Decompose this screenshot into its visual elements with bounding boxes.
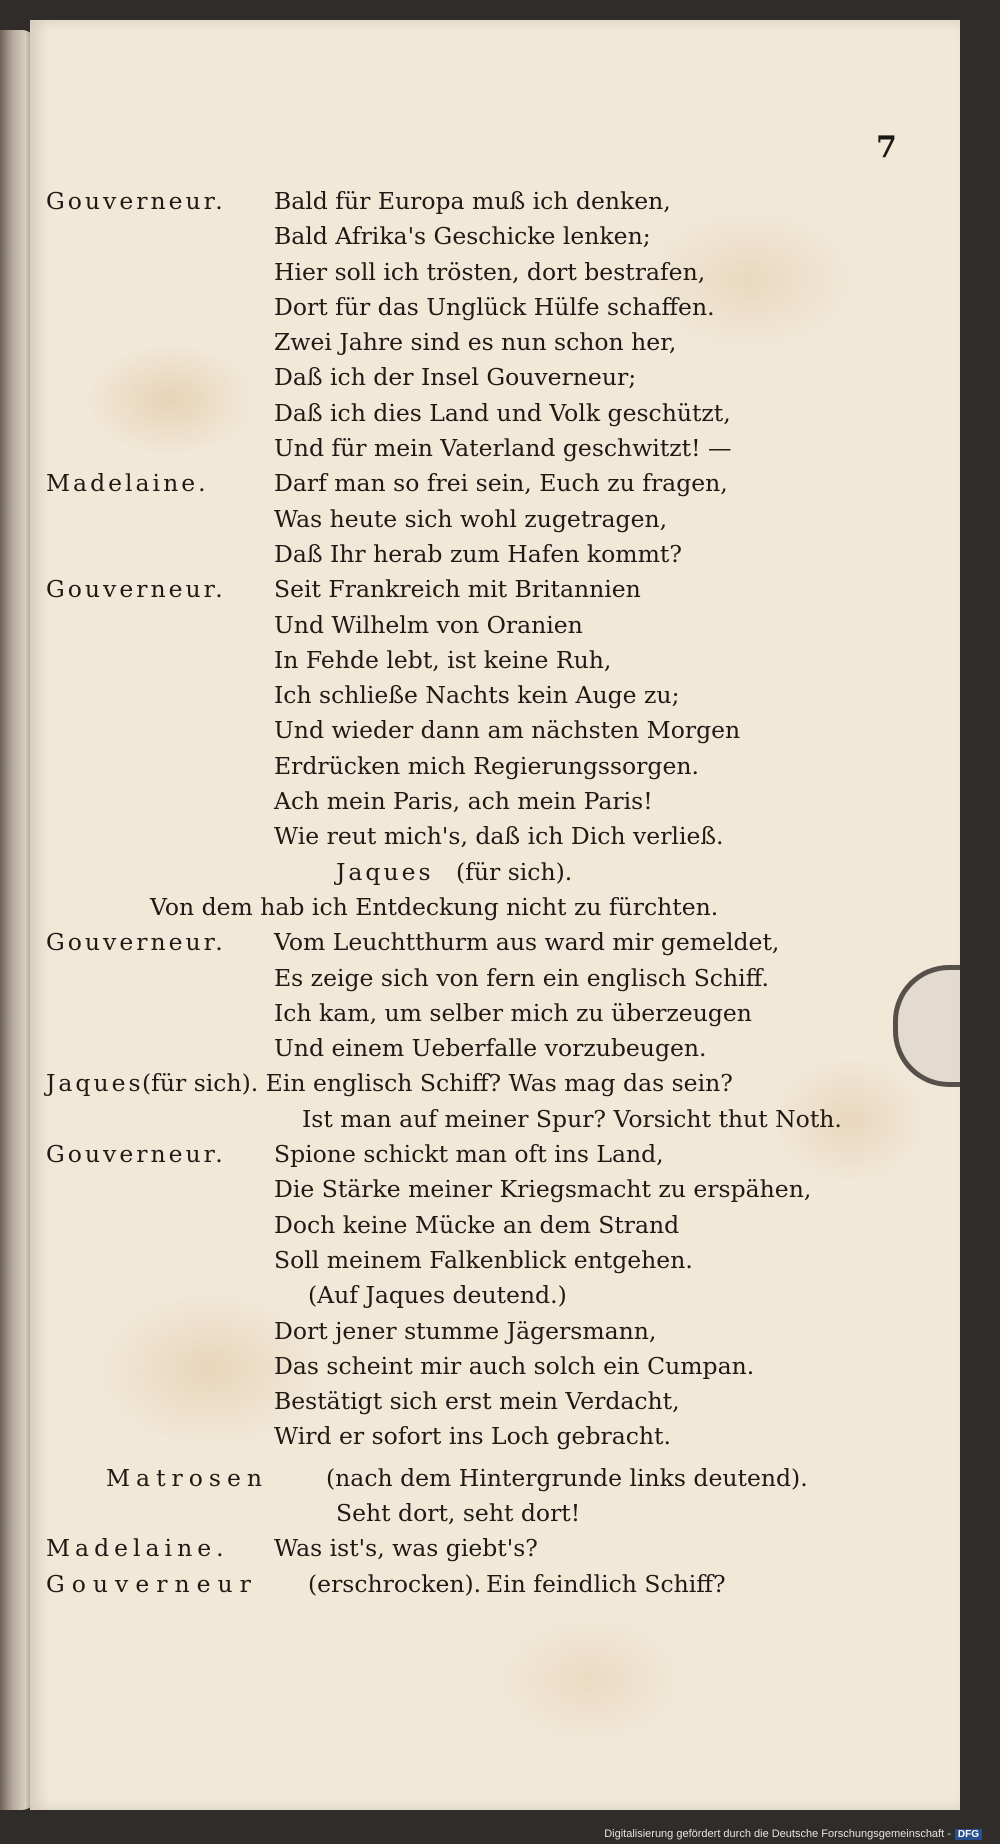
verse-line [46, 537, 926, 572]
verse-line [46, 1066, 926, 1101]
speaker-name: Jaques [336, 857, 434, 886]
verse-text: Und Wilhelm von Oranien [274, 610, 583, 639]
verse-text: Seit Frankreich mit Britannien [274, 575, 641, 604]
verse-line [46, 255, 926, 290]
verse-line [46, 1496, 926, 1531]
play-text [46, 184, 926, 1602]
verse-line [46, 678, 926, 713]
verse-text: Ich kam, um selber mich zu überzeugen [274, 998, 752, 1027]
verse-line [46, 1278, 926, 1313]
verse-text: Soll meinem Falkenblick entgehen. [274, 1245, 693, 1274]
verse-line [46, 996, 926, 1031]
verse-text: Was ist's, was giebt's? [274, 1534, 538, 1563]
verse-text: (für sich). Ein englisch Schiff? Was mag das sein? [142, 1069, 733, 1098]
verse-line [46, 1208, 926, 1243]
verse-text: Dort für das Unglück Hülfe schaffen. [274, 292, 715, 321]
verse-text: Wie reut mich's, daß ich Dich verließ. [274, 822, 724, 851]
stage-direction: (Auf Jaques deutend.) [308, 1281, 567, 1310]
stage-direction: (erschrocken). [308, 1569, 482, 1598]
speaker-name: Gouverneur. [46, 1140, 226, 1169]
verse-text: Und wieder dann am nächsten Morgen [274, 716, 741, 745]
credit-text: Digitalisierung gefördert durch die Deutsche Forschungsgemeinschaft - [604, 1828, 951, 1840]
verse-line [46, 890, 926, 925]
speaker-name: Madelaine. [46, 469, 209, 498]
verse-line [46, 819, 926, 854]
verse-text: Darf man so frei sein, Euch zu fragen, [274, 469, 728, 498]
verse-line [46, 749, 926, 784]
verse-line [46, 1384, 926, 1419]
verse-text: Doch keine Mücke an dem Strand [274, 1210, 680, 1239]
verse-text: Daß ich der Insel Gouverneur; [274, 363, 637, 392]
verse-text: Daß ich dies Land und Volk geschützt, [274, 398, 731, 427]
verse-text: Das scheint mir auch solch ein Cumpan. [274, 1351, 755, 1380]
verse-text: Zwei Jahre sind es nun schon her, [274, 328, 677, 357]
verse-line [46, 1531, 926, 1566]
verse-text: Vom Leuchtthurm aus ward mir gemeldet, [274, 928, 780, 957]
verse-text: Bald Afrika's Geschicke lenken; [274, 222, 651, 251]
verse-line [46, 431, 926, 466]
verse-text: Daß Ihr herab zum Hafen kommt? [274, 539, 682, 568]
verse-line [46, 925, 926, 960]
speaker-name: Matrosen [106, 1463, 269, 1492]
speaker-name: Gouverneur. [46, 187, 226, 215]
verse-text: Bestätigt sich erst mein Verdacht, [274, 1387, 680, 1416]
dfg-logo: DFG [955, 1829, 982, 1840]
verse-line [46, 713, 926, 748]
verse-text: Wird er sofort ins Loch gebracht. [274, 1422, 671, 1451]
verse-line [46, 1137, 926, 1172]
verse-line [46, 784, 926, 819]
verse-line [46, 1031, 926, 1066]
verse-text: Spione schickt man oft ins Land, [274, 1140, 664, 1169]
stage-direction: (für sich). [456, 857, 573, 886]
verse-text: Bald für Europa muß ich denken, [274, 187, 671, 215]
speaker-name: Jaques [46, 1069, 144, 1098]
verse-line [46, 572, 926, 607]
stage-direction-line [46, 855, 926, 890]
stage-direction: (nach dem Hintergrunde links deutend). [326, 1463, 808, 1492]
verse-text: Seht dort, seht dort! [336, 1498, 581, 1527]
verse-line [46, 608, 926, 643]
verse-line [46, 502, 926, 537]
page-number: 7 [876, 130, 897, 165]
verse-line [46, 360, 926, 395]
verse-line [46, 219, 926, 254]
verse-line [46, 1314, 926, 1349]
speech-block-3 [46, 1137, 926, 1455]
verse-line [46, 1419, 926, 1454]
speaker-name: Gouverneur. [46, 575, 226, 604]
verse-text: Die Stärke meiner Kriegsmacht zu erspähen, [274, 1175, 812, 1204]
verse-line [46, 325, 926, 360]
verse-line [46, 1243, 926, 1278]
verse-line [46, 1102, 926, 1137]
verse-text: In Fehde lebt, ist keine Ruh, [274, 645, 612, 674]
speaker-name: Gouverneur [46, 1569, 258, 1598]
verse-line [46, 961, 926, 996]
verse-text: Von dem hab ich Entdeckung nicht zu fürchten. [150, 892, 719, 921]
stage-direction-line [46, 1461, 926, 1496]
verse-line [46, 396, 926, 431]
verse-text: Ich schließe Nachts kein Auge zu; [274, 681, 680, 710]
speech-block-2 [46, 925, 926, 1066]
verse-text: Und für mein Vaterland geschwitzt! — [274, 434, 732, 463]
verse-text: Hier soll ich trösten, dort bestrafen, [274, 257, 706, 286]
verse-line [46, 466, 926, 501]
verse-line [46, 1172, 926, 1207]
verse-line [46, 184, 926, 219]
verse-text: Erdrücken mich Regierungssorgen. [274, 751, 699, 780]
digitization-credit [604, 1828, 982, 1840]
verse-line [46, 1567, 926, 1602]
speech-block-1 [46, 184, 926, 855]
verse-text: Was heute sich wohl zugetragen, [274, 504, 668, 533]
verse-text: Und einem Ueberfalle vorzubeugen. [274, 1034, 707, 1063]
verse-line [46, 290, 926, 325]
verse-text: Es zeige sich von fern ein englisch Schiff. [274, 963, 769, 992]
verse-text: Ach mein Paris, ach mein Paris! [274, 787, 653, 816]
verse-text: Ein feindlich Schiff? [486, 1569, 726, 1598]
speaker-name: Gouverneur. [46, 928, 226, 957]
verse-line [46, 1349, 926, 1384]
verse-text: Dort jener stumme Jägersmann, [274, 1316, 657, 1345]
verse-line [46, 643, 926, 678]
verse-text: Ist man auf meiner Spur? Vorsicht thut Noth. [302, 1104, 842, 1133]
speaker-name: Madelaine. [46, 1534, 229, 1563]
